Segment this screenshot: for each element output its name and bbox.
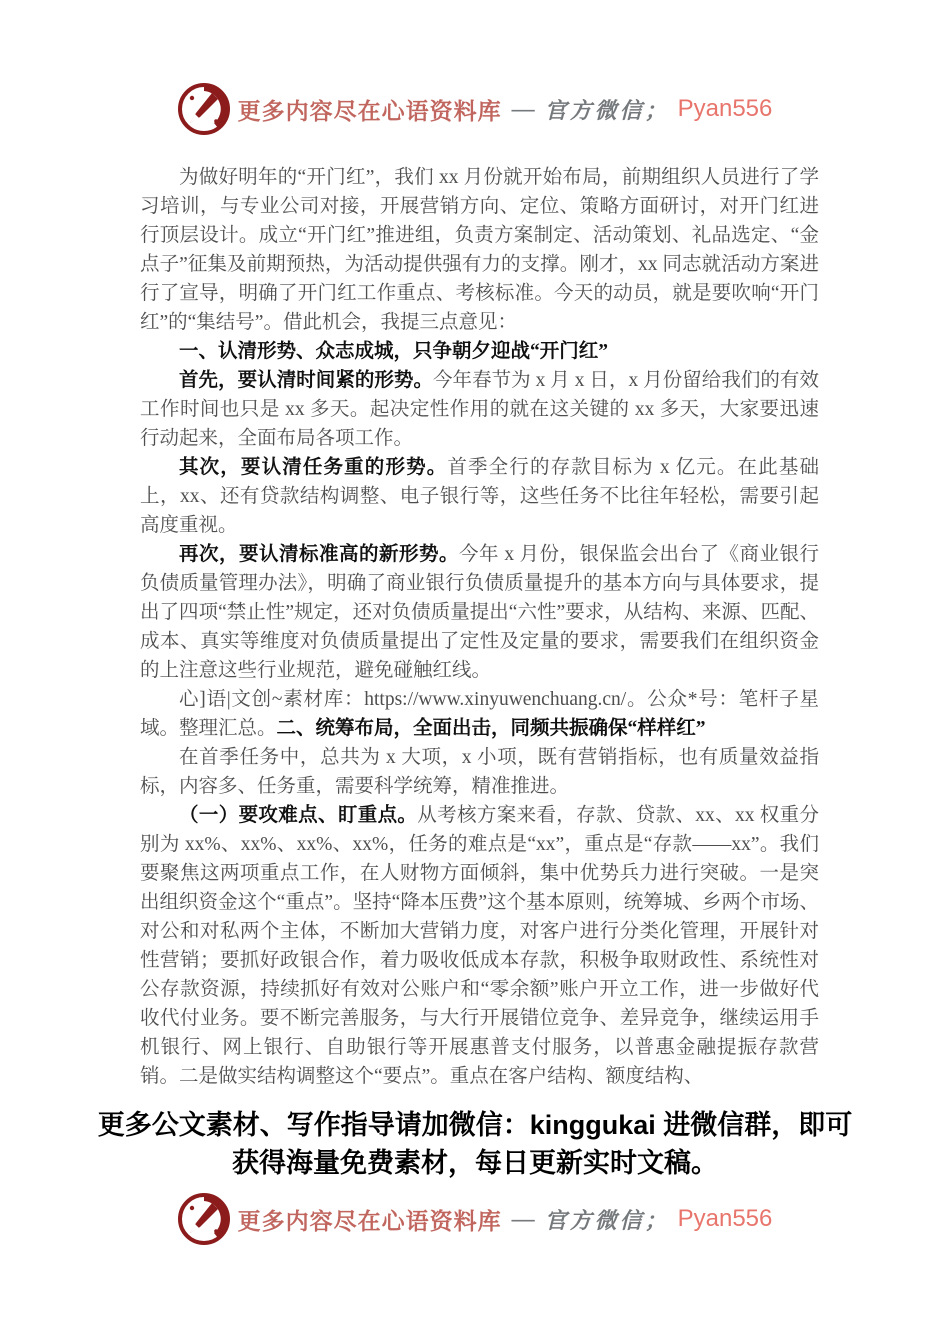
brand-wechat-id: Pyan556: [677, 95, 773, 122]
bold-text-run: 首先，要认清时间紧的形势。: [179, 370, 434, 391]
brand-text-wechat: 官方微信；: [544, 1207, 670, 1234]
paragraph: [140, 743, 819, 801]
promo-text: 更多公文素材、写作指导请加微信：kinggukai 进微信群，即可获得海量免费素材，每日更新实时文稿。: [97, 1110, 853, 1178]
paragraph: [140, 801, 819, 1091]
brand-dash: —: [511, 96, 535, 121]
paragraph: [140, 163, 819, 337]
paragraph: [140, 453, 819, 540]
bold-text-run: （一）要攻难点、盯重点。: [179, 805, 418, 826]
bold-text-run: 再次，要认清标准高的新形势。: [179, 544, 459, 565]
brand-wechat-id: Pyan556: [677, 1205, 773, 1232]
document-body: [140, 163, 819, 1091]
brand-dash: —: [511, 1206, 535, 1231]
brand-text-main: 更多内容尽在心语资料库: [237, 98, 502, 124]
bold-text-run: 其次，要认清任务重的形势。: [179, 457, 448, 478]
paragraph: [140, 540, 819, 685]
paragraph: [140, 337, 819, 366]
pen-nib-circle-icon: [178, 1193, 230, 1245]
bold-text-run: 一、认清形势、众志成城，只争朝夕迎战“开门红”: [179, 341, 609, 362]
bold-text-run: 二、统筹布局，全面出击，同频共振确保“样样红”: [276, 718, 706, 739]
paragraph: [140, 366, 819, 453]
text-run: 为做好明年的“开门红”，我们 xx 月份就开始布局，前期组织人员进行了学习培训，与专业公司对接，开展营销方向、定位、策略方面研讨，对开门红进行顶层设计。成立“开门红”推进组，负责方案制定、活动策划、礼品选定、“金点子”征集及前期预热，为活动提供强有力的支撑。刚才，xx 同志就活动方案进行了宣导，明确了开门红工作重点、考核标准。今天的动员，就是要吹响“开门红”的“集结号”。借此机会，我提三点意见：: [140, 167, 819, 333]
pen-nib-circle-icon: [178, 83, 230, 135]
brand-text-main: 更多内容尽在心语资料库: [237, 1208, 502, 1234]
text-run: 今年春节为 x 月 x 日，x 月份留给我们的有效工作时间也只是 xx 多天。起决定性作用的就在这关键的 xx 多天，大家要迅速行动起来，全面布局各项工作。: [140, 370, 819, 449]
text-run: 心]语|文创~素材库：https://www.xinyuwenchuang.cn/。公众*号：笔杆子星域。整理汇总。: [140, 689, 819, 739]
text-run: 从考核方案来看，存款、贷款、xx、xx 权重分别为 xx%、xx%、xx%、xx%，任务的难点是“xx”，重点是“存款——xx”。我们要聚焦这两项重点工作，在人财物方面倾斜，集中优势兵力进行突破。一是突出组织资金这个“重点”。坚持“降本压费”这个基本原则，统筹城、乡两个市场、对公和对私两个主体，不断加大营销力度，对客户进行分类化管理，开展针对性营销；要抓好政银合作，着力吸收低成本存款，积极争取财政性、系统性对公存款资源，持续抓好有效对公账户和“零余额”账户开立工作，进一步做好代收代付业务。要不断完善服务，与大行开展错位竞争、差异竞争，继续运用手机银行、网上银行、自助银行等开展惠普支付服务，以普惠金融提振存款营销。二是做实结构调整这个“要点”。重点在客户结构、额度结构、: [140, 805, 819, 1087]
text-run: 首季全行的存款目标为 x 亿元。在此基础上，xx、还有贷款结构调整、电子银行等，这些任务不比往年轻松，需要引起高度重视。: [140, 457, 819, 536]
brand-text-wechat: 官方微信；: [544, 97, 670, 124]
text-run: 今年 x 月份，银保监会出台了《商业银行负债质量管理办法》，明确了商业银行负债质量提升的基本方向与具体要求，提出了四项“禁止性”规定，还对负债质量提出“六性”要求，从结构、来源、匹配、成本、真实等维度对负债质量提出了定性及定量的要求，需要我们在组织资金的上注意这些行业规范，避免碰触红线。: [140, 544, 819, 681]
paragraph: [140, 685, 819, 743]
footer-brand: [0, 1192, 950, 1246]
header-brand: [0, 0, 950, 136]
text-run: 在首季任务中，总共为 x 大项，x 小项，既有营销指标，也有质量效益指标，内容多、任务重，需要科学统筹，精准推进。: [140, 747, 819, 797]
